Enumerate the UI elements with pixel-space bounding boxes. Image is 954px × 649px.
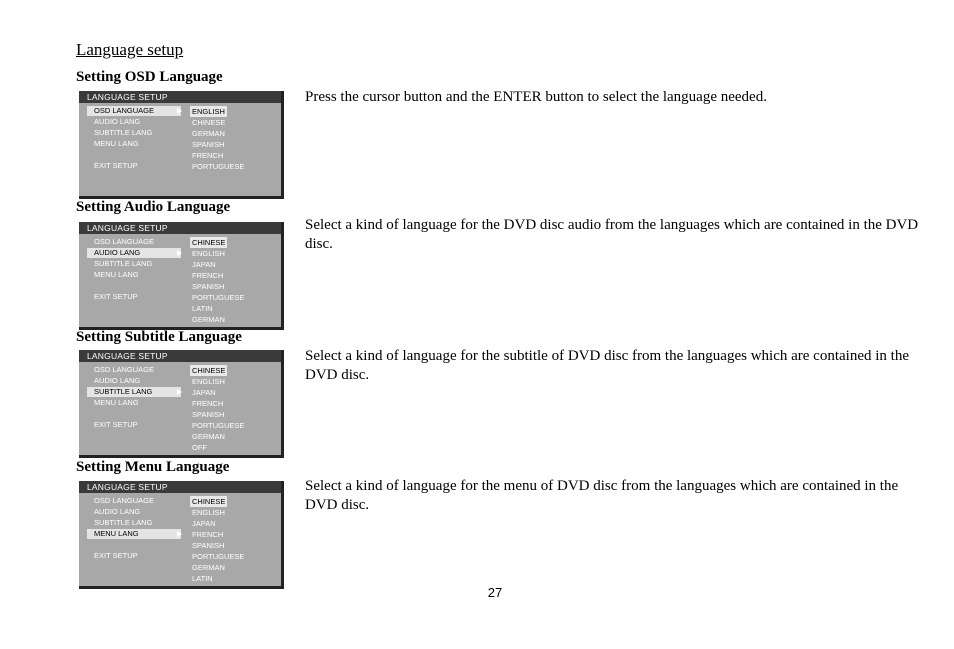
osd-language-option[interactable]: PORTUGUESE <box>192 421 245 430</box>
osd-language-option[interactable]: ENGLISH <box>192 508 225 517</box>
osd-language-option[interactable]: ENGLISH <box>192 249 225 258</box>
osd-language-option[interactable]: ENGLISH <box>192 107 225 116</box>
osd-language-option[interactable]: CHINESE <box>192 118 226 127</box>
osd-menu-item[interactable]: AUDIO LANG <box>87 248 181 258</box>
osd-language-option[interactable]: JAPAN <box>192 260 216 269</box>
osd-menu-item[interactable]: AUDIO LANG <box>94 507 141 516</box>
osd-screen-osd-language <box>79 91 284 199</box>
osd-screen-subtitle-language <box>79 350 284 458</box>
osd-menu-item[interactable]: MENU LANG <box>94 139 139 148</box>
osd-title: LANGUAGE SETUP <box>79 222 281 234</box>
osd-language-option[interactable]: FRENCH <box>192 530 224 539</box>
section-title-audio: Setting Audio Language <box>76 199 231 215</box>
osd-language-option[interactable]: SPANISH <box>192 410 225 419</box>
osd-language-option[interactable]: OFF <box>192 443 207 452</box>
osd-language-option[interactable]: FRENCH <box>192 399 224 408</box>
osd-menu-item[interactable]: SUBTITLE LANG <box>94 259 153 268</box>
triangle-right-icon <box>177 389 182 395</box>
osd-language-option[interactable]: CHINESE <box>192 366 226 375</box>
osd-language-option[interactable]: SPANISH <box>192 541 225 550</box>
osd-title: LANGUAGE SETUP <box>79 91 281 103</box>
page-number: 27 <box>487 585 503 600</box>
osd-menu-item[interactable]: OSD LANGUAGE <box>94 496 155 505</box>
section-title-subtitle: Setting Subtitle Language <box>76 329 242 345</box>
osd-menu-item[interactable]: MENU LANG <box>94 270 139 279</box>
osd-language-option[interactable]: ENGLISH <box>192 377 225 386</box>
osd-menu-item[interactable]: MENU LANG <box>87 529 181 539</box>
osd-language-option[interactable]: PORTUGUESE <box>192 162 245 171</box>
osd-language-option[interactable]: FRENCH <box>192 271 224 280</box>
section-desc-subtitle: Select a kind of language for the subtitle of DVD disc from the languages which are contained in the DVD disc. <box>305 348 909 383</box>
triangle-right-icon <box>177 531 182 537</box>
osd-language-option[interactable]: CHINESE <box>192 497 226 506</box>
osd-language-option[interactable]: JAPAN <box>192 388 216 397</box>
osd-language-option[interactable]: GERMAN <box>192 315 225 324</box>
osd-screen-menu-language <box>79 481 284 589</box>
osd-menu-item[interactable]: AUDIO LANG <box>94 117 141 126</box>
osd-title: LANGUAGE SETUP <box>79 350 281 362</box>
osd-language-option[interactable]: GERMAN <box>192 563 225 572</box>
osd-menu-item[interactable]: OSD LANGUAGE <box>94 365 155 374</box>
osd-menu-item[interactable]: SUBTITLE LANG <box>94 128 153 137</box>
osd-language-option[interactable]: SPANISH <box>192 140 225 149</box>
osd-language-option[interactable]: JAPAN <box>192 519 216 528</box>
osd-menu-item[interactable]: SUBTITLE LANG <box>87 387 181 397</box>
osd-menu-item[interactable]: SUBTITLE LANG <box>94 518 153 527</box>
osd-language-option[interactable]: PORTUGUESE <box>192 293 245 302</box>
triangle-right-icon <box>177 250 182 256</box>
osd-language-option[interactable]: GERMAN <box>192 129 225 138</box>
osd-screen-audio-language <box>79 222 284 330</box>
osd-language-option[interactable]: PORTUGUESE <box>192 552 245 561</box>
section-title-osd: Setting OSD Language <box>76 69 223 85</box>
triangle-right-icon <box>177 108 182 114</box>
osd-language-option[interactable]: LATIN <box>192 574 213 583</box>
osd-menu-item[interactable]: OSD LANGUAGE <box>94 237 155 246</box>
osd-language-option[interactable]: LATIN <box>192 304 213 313</box>
section-desc-osd: Press the cursor button and the ENTER button to select the language needed. <box>305 89 767 105</box>
osd-language-option[interactable]: CHINESE <box>192 238 226 247</box>
osd-title: LANGUAGE SETUP <box>79 481 281 493</box>
section-desc-audio: Select a kind of language for the DVD disc audio from the languages which are contained in the DVD disc. <box>305 217 919 252</box>
osd-menu-item[interactable]: MENU LANG <box>94 398 139 407</box>
osd-menu-item[interactable]: OSD LANGUAGE <box>87 106 181 116</box>
osd-language-option[interactable]: FRENCH <box>192 151 224 160</box>
osd-menu-item[interactable]: AUDIO LANG <box>94 376 141 385</box>
page-heading: Language setup <box>76 40 184 59</box>
osd-language-option[interactable]: GERMAN <box>192 432 225 441</box>
osd-exit-setup[interactable]: EXIT SETUP <box>94 161 138 170</box>
osd-language-option[interactable]: SPANISH <box>192 282 225 291</box>
osd-exit-setup[interactable]: EXIT SETUP <box>94 292 138 301</box>
osd-exit-setup[interactable]: EXIT SETUP <box>94 420 138 429</box>
osd-exit-setup[interactable]: EXIT SETUP <box>94 551 138 560</box>
section-title-menu: Setting Menu Language <box>76 459 230 475</box>
section-desc-menu: Select a kind of language for the menu of DVD disc from the languages which are contained in the DVD disc. <box>305 478 899 513</box>
